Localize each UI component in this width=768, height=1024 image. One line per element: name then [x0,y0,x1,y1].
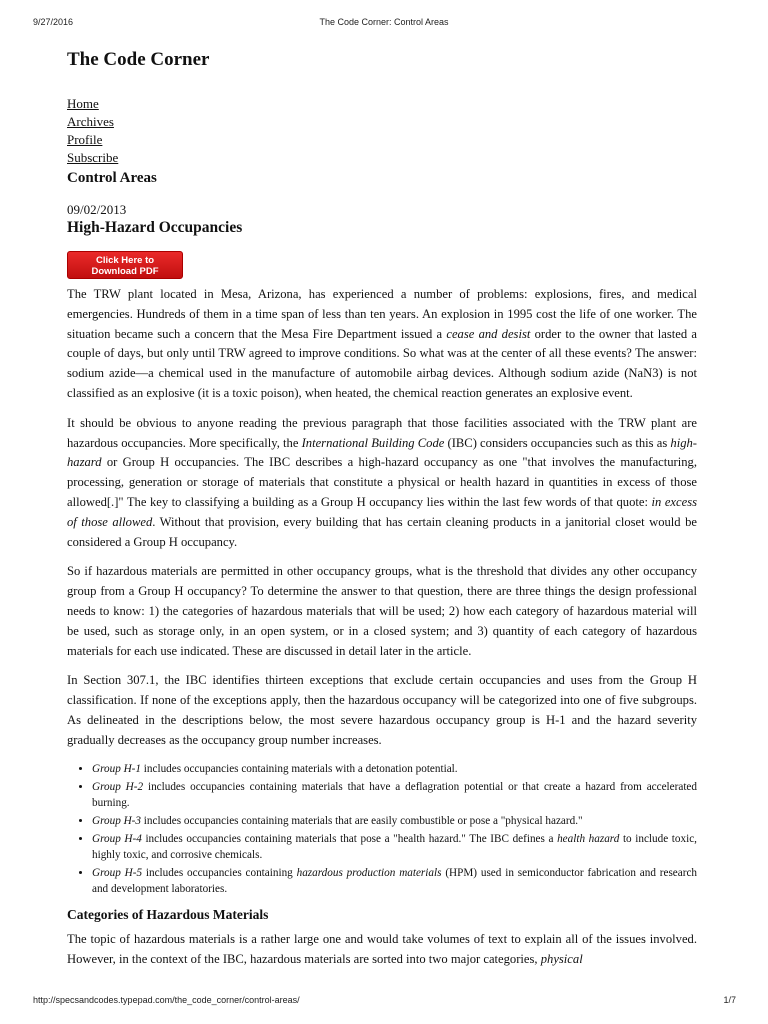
print-page-number: 1/7 [723,995,736,1005]
paragraph-2: It should be obvious to anyone reading the previous paragraph that those facilities associated with the TRW plant are hazardous occupancies. More specifically, the International Building Code (IBC) considers occupancies such as this as high-hazard or Group H occupancies. The IBC describes a high-hazard occupancy as one "that involves the manufacturing, processing, generation or storage of materials that constitute a physical or health hazard in quantities in excess of those allowed[.]" The key to classifying a building as a Group H occupancy lies within the last few words of that quote: in excess of those allowed. Without that provision, every building that has certain cleaning products in a janitorial closet would be considered a Group H occupancy. [67,415,697,549]
print-page-title: The Code Corner: Control Areas [319,17,449,27]
category-title: Control Areas [67,170,157,186]
group-list [67,761,697,897]
paragraph-4: In Section 307.1, the IBC identifies thirteen exceptions that exclude certain occupancies and uses from the Group H classification. If none of the exceptions apply, then the hazardous occupancy will be categorized into one of five subgroups. As delineated in the descriptions below, the most severe hazardous occupancy group is H-1 and the hazard severity gradually decreases as the occupancy group number increases. [67,673,697,747]
list-item: • Group H-2 includes occupancies containing materials that have a deflagration potential or that create a hazard from accelerated burning. [92,779,697,811]
post-title: High-Hazard Occupancies [67,219,243,236]
nav-profile-link[interactable]: Profile [67,132,103,147]
paragraph-5: The topic of hazardous materials is a rather large one and would take volumes of text to explain all of the issues involved. However, in the context of the IBC, hazardous materials are sorted into two major categories, physical [67,932,697,967]
site-nav [67,95,118,167]
list-item: • Group H-4 includes occupancies containing materials that pose a "health hazard." The IBC defines a health hazard to include toxic, highly toxic, and corrosive chemicals. [92,831,697,863]
paragraph-3: So if hazardous materials are permitted in other occupancy groups, what is the threshold that divides any other occupancy group from a Group H occupancy? To determine the answer to that question, there are three things the design professional needs to know: 1) the categories of hazardous materials that will be used; 2) how each category of hazardous material will be used, such as storage only, in an open system, or in a closed system; and 3) quantity of each category of hazardous materials for each use indicated. These are discussed in detail later in the article. [67,564,697,658]
paragraph-1: The TRW plant located in Mesa, Arizona, has experienced a number of problems: explosions, fires, and medical emergencies. Hundreds of them in a time span of less than ten years. An explosion in 1995 cost the life of one worker. The situation became such a concern that the Mesa Fire Department issued a cease and desist order to the owner that lasted a couple of days, but only until TRW agreed to improve conditions. So what was at the center of all these events? The answer: sodium azide—a chemical used in the manufacture of automobile airbag devices. Although sodium azide (NaN3) is not classified as an explosive (it is a toxic poison), when heated, the chemical reaction generates an explosive event. [67,287,697,400]
nav-subscribe-link[interactable]: Subscribe [67,150,119,165]
pdf-button-line2: Download PDF [91,266,159,277]
list-item: • Group H-1 includes occupancies containing materials with a detonation potential. [92,761,697,777]
print-url: http://specsandcodes.typepad.com/the_code_corner/control-areas/ [33,995,300,1005]
download-pdf-button[interactable] [67,251,183,279]
pdf-button-line1: Click Here to [95,255,155,266]
section-heading: Categories of Hazardous Materials [67,906,269,922]
print-date: 9/27/2016 [33,17,74,27]
nav-home-link[interactable]: Home [67,96,99,111]
print-header [0,17,768,29]
print-footer [0,995,768,1007]
list-item: • Group H-3 includes occupancies containing materials that are easily combustible or pose a "physical hazard." [92,813,697,829]
list-item: • Group H-5 includes occupancies containing hazardous production materials (HPM) used in semiconductor fabrication and research and development laboratories. [92,865,697,897]
nav-archives-link[interactable]: Archives [67,114,114,129]
post-date: 09/02/2013 [67,202,127,217]
article-body [67,285,697,980]
site-title: The Code Corner [67,49,210,70]
